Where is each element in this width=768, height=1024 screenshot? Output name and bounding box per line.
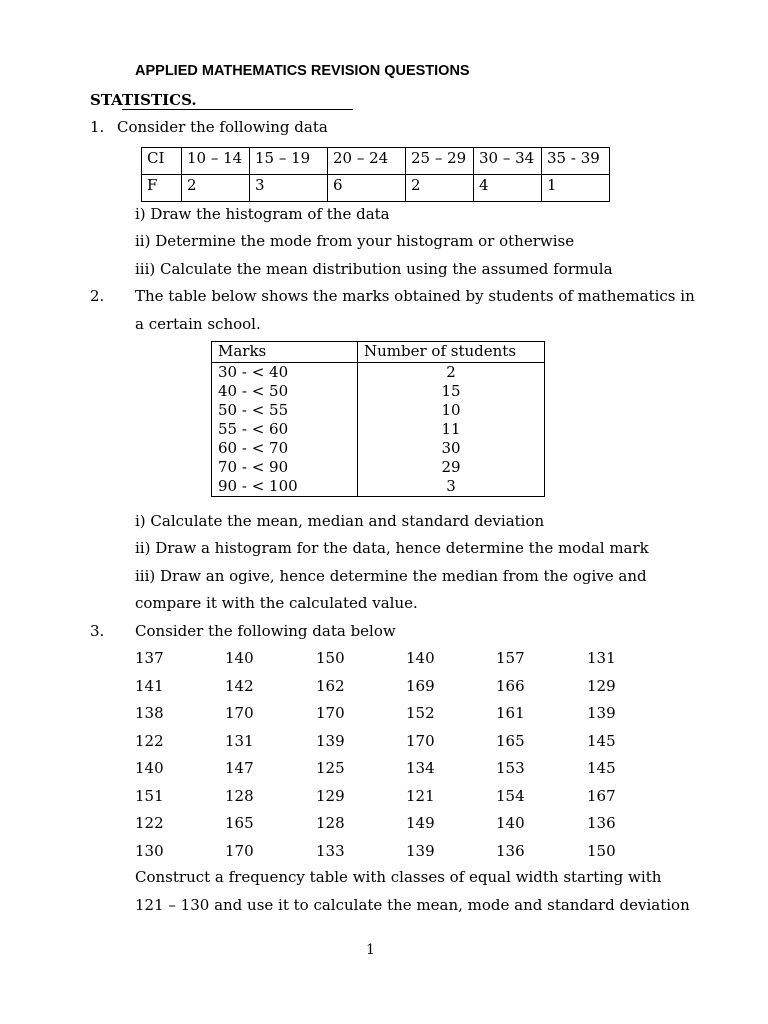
- data-value: 128: [316, 814, 345, 832]
- table-cell: [212, 363, 358, 497]
- table-row: [212, 363, 545, 497]
- q2-part-ii: ii) Draw a histogram for the data, hence determine the modal mark: [135, 539, 649, 557]
- student-count: 15: [441, 382, 461, 400]
- data-value: 129: [587, 677, 616, 695]
- q2-part-iii: iii) Draw an ogive, hence determine the median from the ogive and: [135, 567, 647, 585]
- table-cell: 15 – 19: [250, 148, 328, 175]
- data-value: 141: [135, 677, 164, 695]
- table-cell: 30 – 34: [474, 148, 542, 175]
- data-value: 149: [406, 814, 435, 832]
- table-cell: 2: [182, 175, 250, 202]
- data-value: 161: [496, 704, 525, 722]
- data-value: 170: [225, 704, 254, 722]
- table-cell: 2: [406, 175, 474, 202]
- q2-part-i: i) Calculate the mean, median and standard deviation: [135, 512, 545, 530]
- data-value: 140: [135, 759, 164, 777]
- data-value: 150: [587, 842, 616, 860]
- document-title: APPLIED MATHEMATICS REVISION QUESTIONS: [135, 63, 470, 79]
- data-value: 129: [316, 787, 345, 805]
- section-underline: [122, 109, 353, 110]
- table-cell: 35 - 39: [542, 148, 610, 175]
- q3-closing-line1: Construct a frequency table with classes of equal width starting with: [135, 868, 662, 886]
- table-cell: 20 – 24: [328, 148, 406, 175]
- data-value: 151: [135, 787, 164, 805]
- q1-part-iii: iii) Calculate the mean distribution using the assumed formula: [135, 260, 613, 278]
- data-value: 140: [225, 649, 254, 667]
- data-value: 165: [496, 732, 525, 750]
- table-cell: 6: [328, 175, 406, 202]
- data-value: 170: [406, 732, 435, 750]
- marks-range: 40 - < 50: [218, 382, 289, 400]
- data-value: 154: [496, 787, 525, 805]
- data-value: 125: [316, 759, 345, 777]
- data-value: 170: [316, 704, 345, 722]
- q3-prompt: Consider the following data below: [135, 622, 396, 640]
- q1-table: [141, 147, 610, 202]
- data-value: 153: [496, 759, 525, 777]
- table-cell: 10 – 14: [182, 148, 250, 175]
- data-value: 142: [225, 677, 254, 695]
- data-value: 121: [406, 787, 435, 805]
- q2-number: 2.: [90, 287, 105, 305]
- data-value: 133: [316, 842, 345, 860]
- q1-prompt: Consider the following data: [117, 118, 328, 136]
- table-cell: 4: [474, 175, 542, 202]
- data-value: 167: [587, 787, 616, 805]
- table-cell: F: [142, 175, 182, 202]
- data-value: 128: [225, 787, 254, 805]
- table-cell: 1: [542, 175, 610, 202]
- data-value: 140: [406, 649, 435, 667]
- table-bottom-border: [212, 497, 545, 498]
- table-cell: 25 – 29: [406, 148, 474, 175]
- marks-range: 30 - < 40: [218, 363, 289, 381]
- data-value: 140: [496, 814, 525, 832]
- data-value: 157: [496, 649, 525, 667]
- data-value: 122: [135, 732, 164, 750]
- data-value: 130: [135, 842, 164, 860]
- data-value: 145: [587, 759, 616, 777]
- data-value: 138: [135, 704, 164, 722]
- student-count: 11: [441, 420, 461, 438]
- marks-range: 70 - < 90: [218, 458, 289, 476]
- table-header-cell: Number of students: [358, 342, 545, 363]
- table-header-row: [212, 342, 545, 363]
- data-value: 139: [587, 704, 616, 722]
- marks-range: 90 - < 100: [218, 477, 298, 495]
- marks-range: 50 - < 55: [218, 401, 289, 419]
- q2-prompt-line1: The table below shows the marks obtained by students of mathematics in: [135, 287, 695, 305]
- data-value: 136: [587, 814, 616, 832]
- data-value: 152: [406, 704, 435, 722]
- data-value: 122: [135, 814, 164, 832]
- data-value: 136: [496, 842, 525, 860]
- data-value: 145: [587, 732, 616, 750]
- data-value: 169: [406, 677, 435, 695]
- data-value: 134: [406, 759, 435, 777]
- data-value: 137: [135, 649, 164, 667]
- table-border: [212, 497, 545, 498]
- data-value: 131: [225, 732, 254, 750]
- q1-table-row-f: [142, 175, 610, 202]
- data-value: 165: [225, 814, 254, 832]
- data-value: 139: [406, 842, 435, 860]
- marks-range: 60 - < 70: [218, 439, 289, 457]
- data-value: 139: [316, 732, 345, 750]
- q1-number: 1.: [90, 118, 105, 136]
- data-value: 166: [496, 677, 525, 695]
- table-cell: [358, 363, 545, 497]
- q3-closing-line2: 121 – 130 and use it to calculate the mean, mode and standard deviation: [135, 896, 690, 914]
- data-value: 150: [316, 649, 345, 667]
- table-header-cell: Marks: [212, 342, 358, 363]
- q2-marks-table: [211, 341, 545, 497]
- q1-table-row-ci: [142, 148, 610, 175]
- marks-range: 55 - < 60: [218, 420, 289, 438]
- student-count: 29: [441, 458, 461, 476]
- q2-prompt-line2: a certain school.: [135, 315, 261, 333]
- q1-part-i: i) Draw the histogram of the data: [135, 205, 390, 223]
- q1-part-ii: ii) Determine the mode from your histogram or otherwise: [135, 232, 575, 250]
- section-heading: STATISTICS.: [90, 91, 197, 109]
- student-count: 3: [446, 477, 456, 495]
- table-cell: CI: [142, 148, 182, 175]
- table-cell: 3: [250, 175, 328, 202]
- q3-number: 3.: [90, 622, 105, 640]
- student-count: 10: [441, 401, 461, 419]
- student-count: 2: [446, 363, 456, 381]
- page-number: 1: [366, 942, 375, 958]
- data-value: 147: [225, 759, 254, 777]
- data-value: 131: [587, 649, 616, 667]
- data-value: 162: [316, 677, 345, 695]
- student-count: 30: [441, 439, 461, 457]
- q2-part-iii-cont: compare it with the calculated value.: [135, 594, 418, 612]
- data-value: 170: [225, 842, 254, 860]
